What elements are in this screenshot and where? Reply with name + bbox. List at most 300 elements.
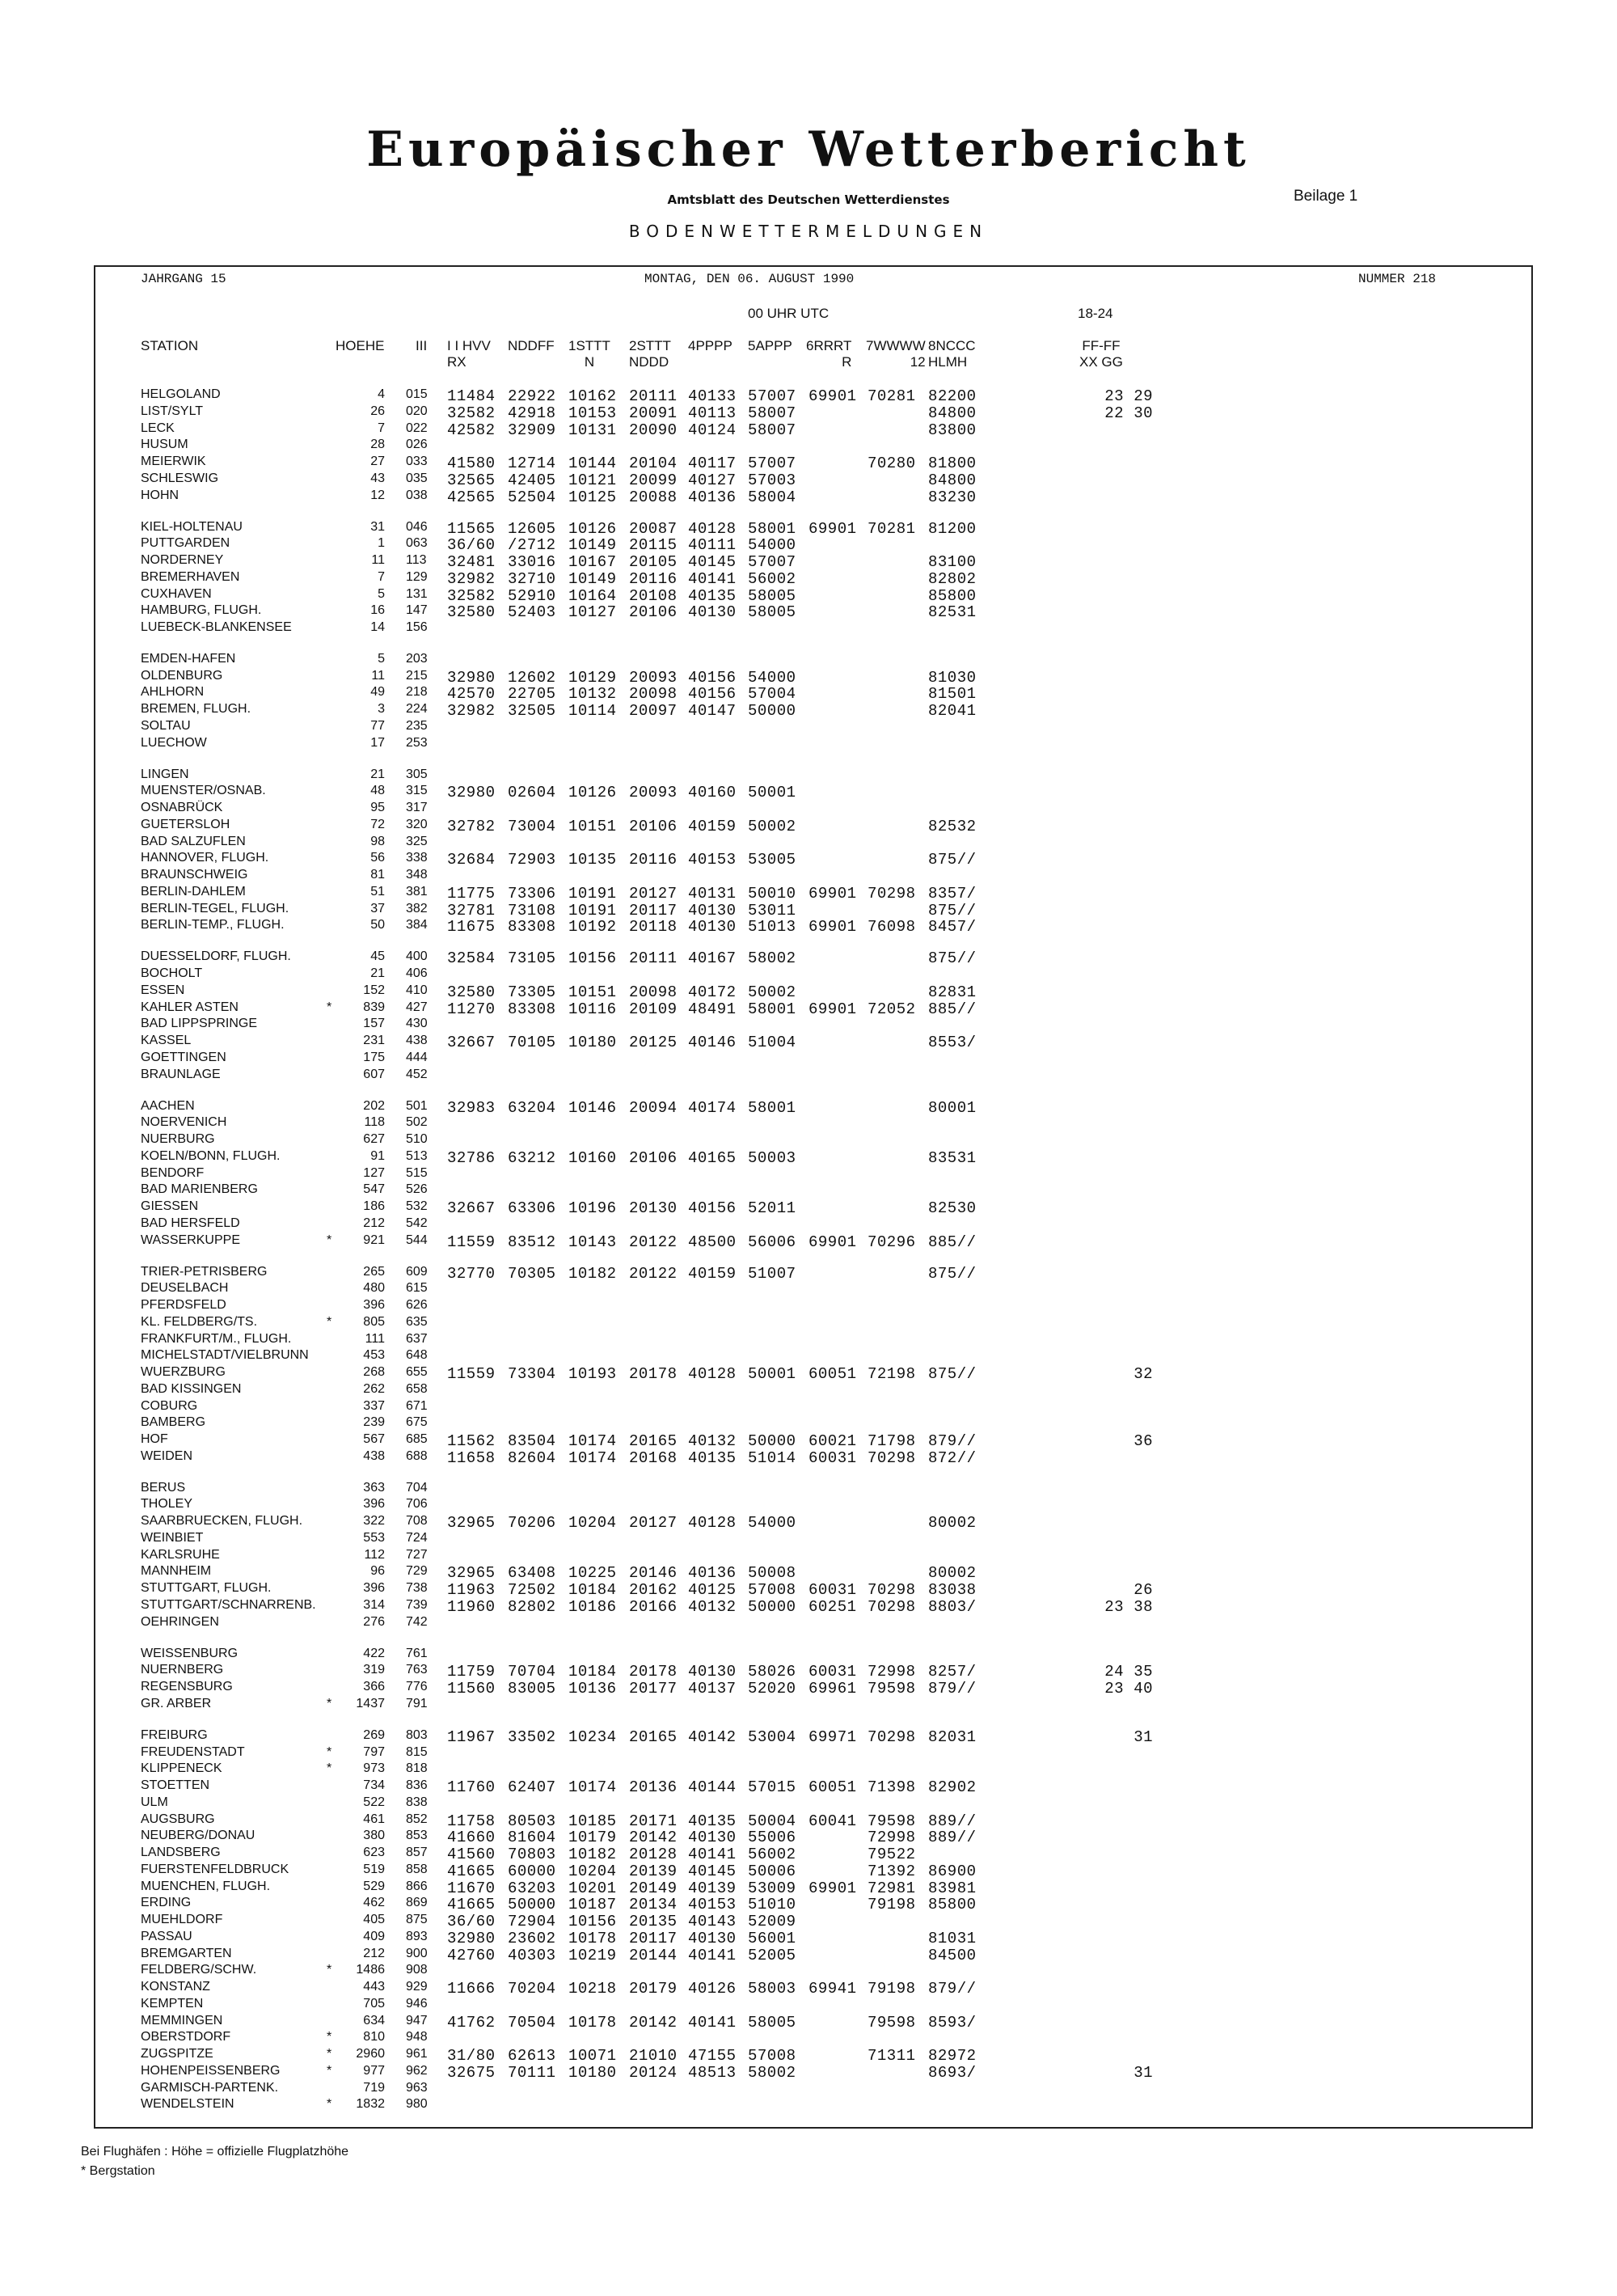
mountain-marker: * xyxy=(327,2097,332,2112)
group-7wwww: 79598 xyxy=(868,1812,916,1830)
group-8nccc: 872// xyxy=(928,1448,977,1467)
station-index: 513 xyxy=(406,1148,428,1163)
station-height: 1 xyxy=(378,536,385,551)
station-height: 11 xyxy=(371,553,385,567)
group-nddff: 70803 xyxy=(508,1846,556,1864)
group-4pppp: 40156 xyxy=(688,685,737,704)
group-4pppp: 40130 xyxy=(688,1829,737,1847)
station-name: BAD SALZUFLEN xyxy=(141,834,246,848)
station-name: AHLHORN xyxy=(141,685,205,700)
group-4pppp: 40128 xyxy=(688,1365,737,1383)
wind-gust: 31 xyxy=(1134,1727,1153,1746)
station-index: 908 xyxy=(406,1963,428,1977)
station-name: SAARBRUECKEN, FLUGH. xyxy=(141,1514,303,1529)
station-index: 235 xyxy=(406,718,428,733)
station-index: 203 xyxy=(406,651,428,666)
group-8nccc: 879// xyxy=(928,1680,977,1698)
station-index: 946 xyxy=(406,1996,428,2011)
group-irhvv: 36/60 xyxy=(447,536,496,555)
station-height: 77 xyxy=(370,718,385,733)
group-nddff: 62407 xyxy=(508,1778,556,1797)
group-nddff: 70305 xyxy=(508,1264,556,1283)
station-name: BAD LIPPSPRINGE xyxy=(141,1017,258,1031)
group-8nccc: 8693/ xyxy=(928,2063,977,2082)
station-index: 427 xyxy=(406,1000,428,1014)
station-height: 95 xyxy=(370,801,385,815)
wind-gust: 35 xyxy=(1134,1663,1153,1681)
group-8nccc: 8257/ xyxy=(928,1663,977,1681)
station-index: 869 xyxy=(406,1896,428,1910)
station-index: 648 xyxy=(406,1348,428,1363)
group-irhvv: 41762 xyxy=(447,2013,496,2032)
group-8nccc: 83800 xyxy=(928,421,977,439)
group-irhvv: 11658 xyxy=(447,1448,496,1467)
station-name: ZUGSPITZE xyxy=(141,2047,213,2061)
station-name: NOERVENICH xyxy=(141,1115,227,1130)
station-name: EMDEN-HAFEN xyxy=(141,651,236,666)
group-7wwww: 70298 xyxy=(868,1727,916,1746)
group-irhvv: 11967 xyxy=(447,1727,496,1746)
station-height: 276 xyxy=(363,1614,385,1629)
group-nddff: 52403 xyxy=(508,603,556,622)
group-4pppp: 48491 xyxy=(688,1000,737,1018)
station-index: 501 xyxy=(406,1098,428,1113)
group-1sttt: 10218 xyxy=(568,1980,617,1998)
group-8nccc: 875// xyxy=(928,1365,977,1383)
group-1sttt: 10160 xyxy=(568,1148,617,1167)
station-name: FREUDENSTADT xyxy=(141,1744,245,1759)
station-index: 156 xyxy=(406,620,428,634)
group-nddff: 02604 xyxy=(508,784,556,802)
group-irhvv: 42582 xyxy=(447,421,496,439)
group-2sttt: 20124 xyxy=(629,2063,678,2082)
station-height: 72 xyxy=(370,817,385,831)
mountain-marker: * xyxy=(327,1761,332,1776)
group-2sttt: 20139 xyxy=(629,1862,678,1880)
station-height: 396 xyxy=(363,1581,385,1596)
group-6rrrt: 69901 xyxy=(808,1879,857,1897)
group-nddff: 83504 xyxy=(508,1432,556,1450)
wind-extra-header: FF-FF XX GG xyxy=(1079,338,1123,370)
station-height: 396 xyxy=(363,1497,385,1512)
station-height: 634 xyxy=(363,2013,385,2027)
station-height: 7 xyxy=(378,421,385,435)
group-1sttt: 10186 xyxy=(568,1597,617,1616)
station-index: 147 xyxy=(406,603,428,618)
group-2sttt: 20108 xyxy=(629,586,678,605)
group-8nccc: 81030 xyxy=(928,668,977,687)
station-name: BREMEN, FLUGH. xyxy=(141,702,251,717)
station-name: WENDELSTEIN xyxy=(141,2097,234,2112)
group-5appp: 51013 xyxy=(748,918,796,937)
group-4pppp: 40133 xyxy=(688,387,737,405)
station-index: 026 xyxy=(406,438,428,452)
group-8nccc: 86900 xyxy=(928,1862,977,1880)
group-1sttt: 10174 xyxy=(568,1448,617,1467)
group-nddff: 62613 xyxy=(508,2047,556,2066)
station-height: 268 xyxy=(363,1365,385,1379)
group-8nccc: 83100 xyxy=(928,553,977,571)
station-height: 314 xyxy=(363,1597,385,1612)
station-index: 438 xyxy=(406,1034,428,1048)
group-7wwww: 79598 xyxy=(868,2013,916,2032)
group-2sttt: 20127 xyxy=(629,1514,678,1533)
group-1sttt: 10191 xyxy=(568,901,617,920)
group-2sttt: 20166 xyxy=(629,1597,678,1616)
group-irhvv: 11675 xyxy=(447,918,496,937)
group-4pppp: 40126 xyxy=(688,1980,737,1998)
group-4pppp: 40145 xyxy=(688,553,737,571)
station-header: STATION xyxy=(141,338,199,353)
group-2sttt: 20111 xyxy=(629,387,678,405)
group-5appp: 50000 xyxy=(748,702,796,721)
station-index: 215 xyxy=(406,668,428,683)
station-height: 202 xyxy=(363,1098,385,1113)
group-irhvv: 11760 xyxy=(447,1778,496,1797)
group-irhvv: 11270 xyxy=(447,1000,496,1018)
station-height: 366 xyxy=(363,1680,385,1694)
station-index: 739 xyxy=(406,1597,428,1612)
station-name: FRANKFURT/M., FLUGH. xyxy=(141,1331,292,1346)
group-1sttt: 10187 xyxy=(568,1896,617,1914)
group-8nccc: 80002 xyxy=(928,1514,977,1533)
station-index: 704 xyxy=(406,1480,428,1495)
group-7wwww: 79198 xyxy=(868,1980,916,1998)
group-8nccc: 81031 xyxy=(928,1929,977,1947)
station-name: MICHELSTADT/VIELBRUNN xyxy=(141,1348,309,1363)
group-2sttt: 20162 xyxy=(629,1581,678,1600)
station-height: 112 xyxy=(364,1547,385,1562)
group-2sttt: 20104 xyxy=(629,455,678,472)
group-nddff: 60000 xyxy=(508,1862,556,1880)
group-2sttt: 20117 xyxy=(629,1929,678,1947)
group-2sttt: 20125 xyxy=(629,1034,678,1052)
group-irhvv: 32982 xyxy=(447,702,496,721)
group-2sttt: 20105 xyxy=(629,553,678,571)
station-name: HANNOVER, FLUGH. xyxy=(141,851,269,865)
station-index: 635 xyxy=(406,1314,428,1329)
group-5appp: 53004 xyxy=(748,1727,796,1746)
group-7wwww: 70298 xyxy=(868,1448,916,1467)
station-height: 380 xyxy=(363,1829,385,1843)
group-5appp: 54000 xyxy=(748,536,796,555)
group-1sttt: 10071 xyxy=(568,2047,617,2066)
station-index: 325 xyxy=(406,834,428,848)
group-irhvv: 32965 xyxy=(447,1564,496,1583)
group-4pppp: 40124 xyxy=(688,421,737,439)
group-1sttt: 10178 xyxy=(568,2013,617,2032)
station-index: 410 xyxy=(406,983,428,997)
station-index: 046 xyxy=(406,519,428,534)
group-nddff: 52910 xyxy=(508,586,556,605)
group-6rrrt: 69901 xyxy=(808,1233,857,1251)
group-2sttt: 20117 xyxy=(629,901,678,920)
group-8nccc: 82200 xyxy=(928,387,977,405)
station-height: 462 xyxy=(363,1896,385,1910)
group-5appp: 50003 xyxy=(748,1148,796,1167)
wind-gust: 36 xyxy=(1134,1432,1153,1450)
station-index: 866 xyxy=(406,1879,428,1893)
group-7wwww: 70281 xyxy=(868,387,916,405)
group-2sttt: 20094 xyxy=(629,1098,678,1117)
group-nddff: 32710 xyxy=(508,569,556,588)
group-2sttt: 20109 xyxy=(629,1000,678,1018)
station-index: 791 xyxy=(406,1696,428,1710)
group-8nccc: 8553/ xyxy=(928,1034,977,1052)
station-index: 035 xyxy=(406,471,428,485)
group-7wwww: 70298 xyxy=(868,884,916,903)
group-nddff: /2712 xyxy=(508,536,556,555)
station-name: AUGSBURG xyxy=(141,1812,215,1826)
group-5appp: 58001 xyxy=(748,519,796,538)
group-2sttt: 20088 xyxy=(629,488,678,506)
group8-header: 7WWWW 12 xyxy=(866,338,926,370)
group-8nccc: 82831 xyxy=(928,983,977,1001)
station-index: 626 xyxy=(406,1298,428,1312)
group-irhvv: 42760 xyxy=(447,1946,496,1964)
group-nddff: 82802 xyxy=(508,1597,556,1616)
group4-header: 2STTT NDDD xyxy=(629,338,671,370)
group-2sttt: 20099 xyxy=(629,471,678,489)
group-4pppp: 40141 xyxy=(688,569,737,588)
group-1sttt: 10156 xyxy=(568,1913,617,1931)
station-name: WEIDEN xyxy=(141,1448,192,1463)
station-height: 5 xyxy=(378,586,385,601)
wind-ff: 23 xyxy=(1104,1597,1124,1616)
station-name: BOCHOLT xyxy=(141,966,203,981)
group-nddff: 40303 xyxy=(508,1946,556,1964)
group-nddff: 82604 xyxy=(508,1448,556,1467)
station-name: KIEL-HOLTENAU xyxy=(141,519,243,534)
group-nddff: 70704 xyxy=(508,1663,556,1681)
group-2sttt: 20165 xyxy=(629,1727,678,1746)
station-height: 547 xyxy=(363,1182,385,1197)
station-index: 815 xyxy=(406,1744,428,1759)
group-5appp: 50004 xyxy=(748,1812,796,1830)
group-1sttt: 10116 xyxy=(568,1000,617,1018)
station-height: 422 xyxy=(363,1646,385,1660)
station-name: SOLTAU xyxy=(141,718,191,733)
station-height: 31 xyxy=(370,519,385,534)
station-name: ESSEN xyxy=(141,983,185,997)
station-height: 405 xyxy=(363,1913,385,1927)
group-6rrrt: 69961 xyxy=(808,1680,857,1698)
group-4pppp: 40141 xyxy=(688,2013,737,2032)
station-name: BAD KISSINGEN xyxy=(141,1381,242,1396)
group-8nccc: 85800 xyxy=(928,1896,977,1914)
group-nddff: 72502 xyxy=(508,1581,556,1600)
station-index: 858 xyxy=(406,1862,428,1876)
group-4pppp: 40139 xyxy=(688,1879,737,1897)
group-6rrrt: 60031 xyxy=(808,1448,857,1467)
height-header: HOEHE xyxy=(336,338,385,353)
group-1sttt: 10184 xyxy=(568,1663,617,1681)
mountain-marker: * xyxy=(327,2030,332,2044)
station-height: 26 xyxy=(370,404,385,418)
group-5appp: 57007 xyxy=(748,387,796,405)
station-name: GOETTINGEN xyxy=(141,1050,226,1064)
station-index: 763 xyxy=(406,1663,428,1677)
station-height: 319 xyxy=(363,1663,385,1677)
station-height: 627 xyxy=(363,1132,385,1146)
station-height: 734 xyxy=(363,1778,385,1793)
group-4pppp: 40125 xyxy=(688,1581,737,1600)
group-4pppp: 40141 xyxy=(688,1846,737,1864)
group-nddff: 73305 xyxy=(508,983,556,1001)
group-5appp: 50001 xyxy=(748,1365,796,1383)
group-2sttt: 20142 xyxy=(629,1829,678,1847)
group-irhvv: 32770 xyxy=(447,1264,496,1283)
station-index: 033 xyxy=(406,455,428,468)
wind-gust: 26 xyxy=(1134,1581,1153,1600)
group-1sttt: 10193 xyxy=(568,1365,617,1383)
group-5appp: 50006 xyxy=(748,1862,796,1880)
station-name: HOHN xyxy=(141,488,179,502)
group-5appp: 57003 xyxy=(748,471,796,489)
station-name: BAD HERSFELD xyxy=(141,1216,240,1230)
station-name: WUERZBURG xyxy=(141,1365,226,1379)
group-1sttt: 10126 xyxy=(568,784,617,802)
station-index: 852 xyxy=(406,1812,428,1826)
group-6rrrt: 69901 xyxy=(808,884,857,903)
station-name: MEMMINGEN xyxy=(141,2013,223,2027)
group-8nccc: 85800 xyxy=(928,586,977,605)
group-irhvv: 32965 xyxy=(447,1514,496,1533)
group-nddff: 12605 xyxy=(508,519,556,538)
station-index: 526 xyxy=(406,1182,428,1197)
station-height: 56 xyxy=(370,851,385,865)
group-4pppp: 40130 xyxy=(688,918,737,937)
station-height: 797 xyxy=(363,1744,385,1759)
station-name: GARMISCH-PARTENK. xyxy=(141,2080,279,2095)
station-name: HUSUM xyxy=(141,438,188,452)
group-5appp: 52020 xyxy=(748,1680,796,1698)
station-height: 322 xyxy=(363,1514,385,1529)
station-height: 453 xyxy=(363,1348,385,1363)
group-8nccc: 83038 xyxy=(928,1581,977,1600)
station-name: KLIPPENECK xyxy=(141,1761,222,1776)
group-4pppp: 40131 xyxy=(688,884,737,903)
group-nddff: 32909 xyxy=(508,421,556,439)
group-irhvv: 32565 xyxy=(447,471,496,489)
group-irhvv: 32982 xyxy=(447,569,496,588)
group-irhvv: 32580 xyxy=(447,983,496,1001)
group-2sttt: 20178 xyxy=(629,1663,678,1681)
group-irhvv: 11562 xyxy=(447,1432,496,1450)
group-1sttt: 10162 xyxy=(568,387,617,405)
group-2sttt: 20171 xyxy=(629,1812,678,1830)
station-height: 157 xyxy=(363,1017,385,1031)
group-6rrrt: 60051 xyxy=(808,1365,857,1383)
station-name: THOLEY xyxy=(141,1497,193,1512)
station-index: 947 xyxy=(406,2013,428,2027)
station-index: 015 xyxy=(406,387,428,401)
group-2sttt: 20149 xyxy=(629,1879,678,1897)
station-name: LUEBECK-BLANKENSEE xyxy=(141,620,292,634)
group-5appp: 53009 xyxy=(748,1879,796,1897)
station-index: 708 xyxy=(406,1514,428,1529)
group-nddff: 42918 xyxy=(508,404,556,422)
group-8nccc: 83981 xyxy=(928,1879,977,1897)
group-1sttt: 10167 xyxy=(568,553,617,571)
group-nddff: 81604 xyxy=(508,1829,556,1847)
station-index: 948 xyxy=(406,2030,428,2044)
group-8nccc: 875// xyxy=(928,851,977,869)
group-nddff: 63306 xyxy=(508,1199,556,1217)
group-2sttt: 20135 xyxy=(629,1913,678,1931)
group-2sttt: 20091 xyxy=(629,404,678,422)
station-name: BERLIN-TEGEL, FLUGH. xyxy=(141,901,289,915)
group-8nccc: 81200 xyxy=(928,519,977,538)
group-4pppp: 40142 xyxy=(688,1727,737,1746)
group-irhvv: 11666 xyxy=(447,1980,496,1998)
group-6rrrt: 69941 xyxy=(808,1980,857,1998)
group-irhvv: 32675 xyxy=(447,2063,496,2082)
group-6rrrt: 60051 xyxy=(808,1778,857,1797)
group-5appp: 56002 xyxy=(748,1846,796,1864)
station-index: 382 xyxy=(406,901,428,915)
group-2sttt: 20144 xyxy=(629,1946,678,1964)
group-1sttt: 10204 xyxy=(568,1862,617,1880)
station-name: HAMBURG, FLUGH. xyxy=(141,603,262,618)
station-name: BRAUNSCHWEIG xyxy=(141,868,248,882)
station-index: 063 xyxy=(406,536,428,551)
station-index: 980 xyxy=(406,2097,428,2112)
group-nddff: 33502 xyxy=(508,1727,556,1746)
group-nddff: 63408 xyxy=(508,1564,556,1583)
group-1sttt: 10179 xyxy=(568,1829,617,1847)
group-5appp: 57008 xyxy=(748,1581,796,1600)
group-4pppp: 40130 xyxy=(688,603,737,622)
group-4pppp: 40159 xyxy=(688,817,737,835)
group6-header: 5APPP xyxy=(748,338,792,353)
group-5appp: 57004 xyxy=(748,685,796,704)
station-index: 381 xyxy=(406,884,428,899)
group-1sttt: 10136 xyxy=(568,1680,617,1698)
group-nddff: 22705 xyxy=(508,685,556,704)
group-4pppp: 40130 xyxy=(688,1663,737,1681)
group-nddff: 32505 xyxy=(508,702,556,721)
group-nddff: 83308 xyxy=(508,1000,556,1018)
group-1sttt: 10174 xyxy=(568,1432,617,1450)
group-7wwww: 72198 xyxy=(868,1365,916,1383)
mountain-marker: * xyxy=(327,1000,332,1014)
station-name: REGENSBURG xyxy=(141,1680,233,1694)
station-name: OLDENBURG xyxy=(141,668,223,683)
group-2sttt: 20178 xyxy=(629,1365,678,1383)
station-name: GR. ARBER xyxy=(141,1696,212,1710)
station-height: 1437 xyxy=(356,1696,385,1710)
group-5appp: 56002 xyxy=(748,569,796,588)
station-height: 2960 xyxy=(356,2047,385,2061)
station-height: 337 xyxy=(363,1398,385,1413)
station-height: 21 xyxy=(370,966,385,981)
station-height: 12 xyxy=(370,488,385,502)
group-4pppp: 40156 xyxy=(688,1199,737,1217)
group-8nccc: 82532 xyxy=(928,817,977,835)
station-index: 893 xyxy=(406,1929,428,1943)
station-height: 839 xyxy=(363,1000,385,1014)
wind-ff: 24 xyxy=(1104,1663,1124,1681)
station-name: PUTTGARDEN xyxy=(141,536,230,551)
station-name: KL. FELDBERG/TS. xyxy=(141,1314,258,1329)
group-nddff: 73306 xyxy=(508,884,556,903)
wind-ff: 23 xyxy=(1104,387,1124,405)
group-5appp: 54000 xyxy=(748,668,796,687)
station-name: FREIBURG xyxy=(141,1727,208,1742)
group-2sttt: 20098 xyxy=(629,685,678,704)
station-name: OBERSTDORF xyxy=(141,2030,231,2044)
